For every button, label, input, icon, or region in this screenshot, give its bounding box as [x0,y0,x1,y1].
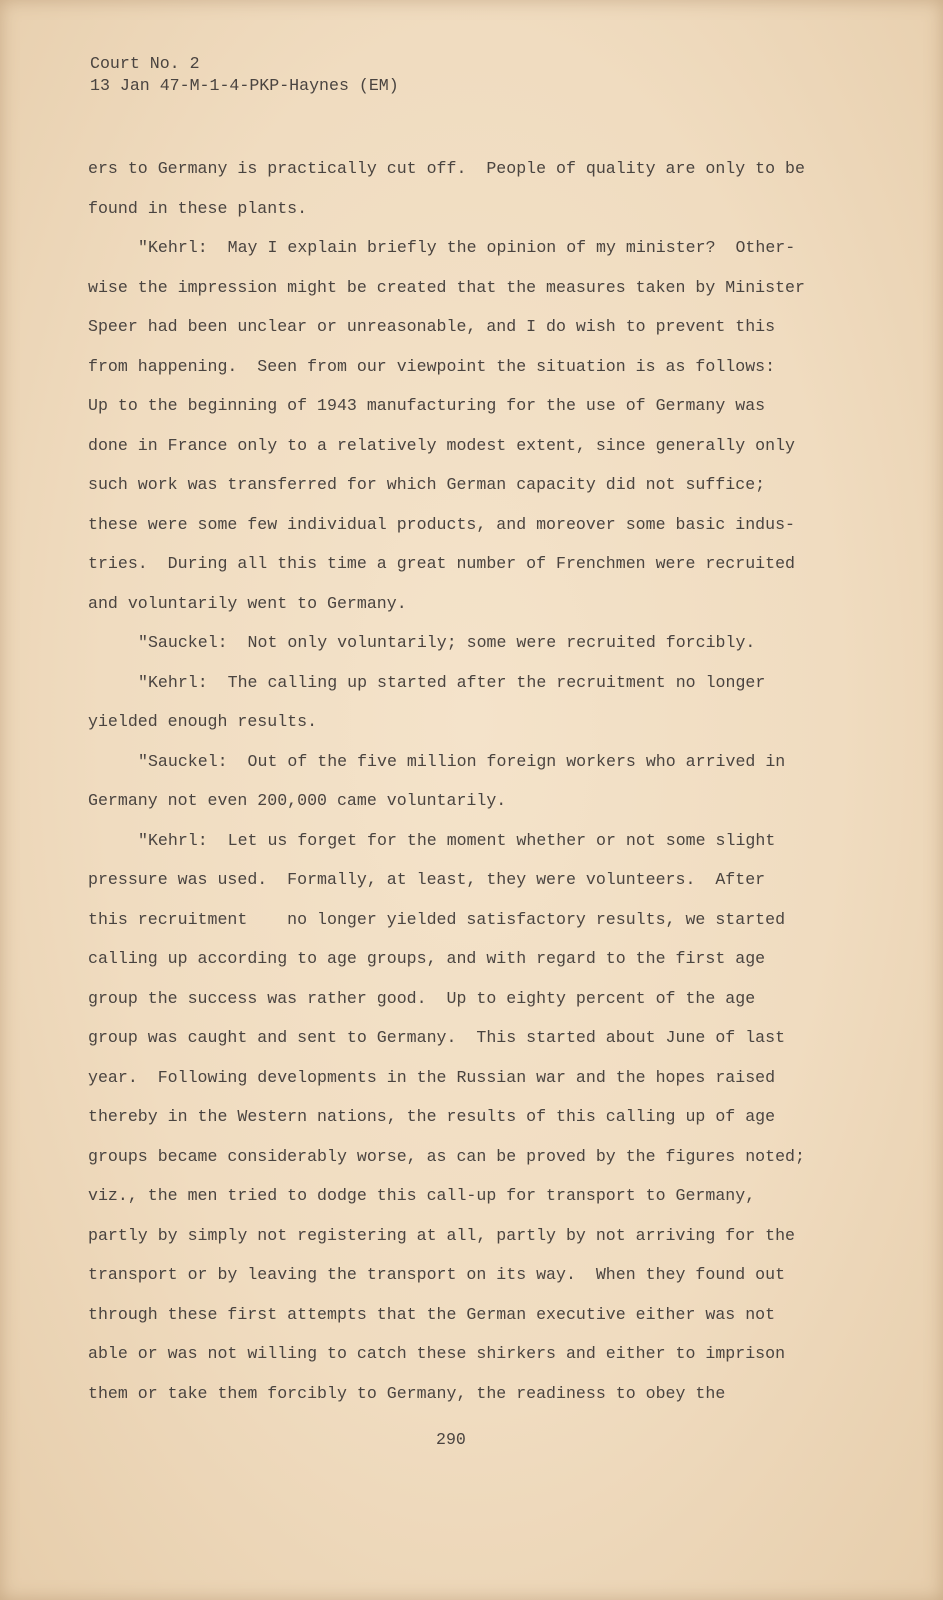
text-line: groups became considerably worse, as can be proved by the figures noted; [88,1146,805,1166]
text-line: from happening. Seen from our viewpoint the situation is as follows: [88,356,776,376]
text-line: done in France only to a relatively modest extent, since generally only [88,435,796,455]
text-line: ers to Germany is practically cut off. People of quality are only to be [88,159,805,178]
text-line: group the success was rather good. Up to eighty percent of the age [88,988,756,1008]
page-number: 290 [436,1430,466,1449]
text-line: calling up according to age groups, and with regard to the first age [88,949,766,968]
text-line: Speer had been unclear or unreasonable, and I do wish to prevent this [88,317,776,336]
text-line: transport or by leaving the transport on its way. When they found out [88,1265,786,1284]
text-line: Up to the beginning of 1943 manufacturing for the use of Germany was [88,396,766,415]
text-line: partly by simply not registering at all, partly by not arriving for the [88,1225,796,1245]
text-line: group was caught and sent to Germany. This started about June of last [88,1028,786,1047]
text-line: tries. During all this time a great number of Frenchmen were recruited [88,554,796,573]
text-line: "Sauckel: Not only voluntarily; some were recruited forcibly. [138,633,756,652]
text-line: and voluntarily went to Germany. [88,593,407,613]
text-line: able or was not willing to catch these shirkers and either to imprison [88,1344,786,1363]
document-reference: 13 Jan 47-M-1-4-PKP-Haynes (EM) [90,76,399,95]
text-line: pressure was used. Formally, at least, they were volunteers. After [88,870,766,889]
text-line: this recruitment no longer yielded satisfactory results, we started [88,909,786,929]
text-line: "Kehrl: The calling up started after the recruitment no longer [138,672,766,692]
text-line: such work was transferred for which German capacity did not suffice; [88,475,766,494]
text-line: "Kehrl: Let us forget for the moment whether or not some slight [138,830,776,850]
text-line: thereby in the Western nations, the results of this calling up of age [88,1107,776,1126]
text-line: these were some few individual products, and moreover some basic indus- [88,514,796,534]
text-line: wise the impression might be created that the measures taken by Minister [88,277,805,297]
text-line: yielded enough results. [88,712,318,731]
text-line: "Sauckel: Out of the five million foreign workers who arrived in [138,751,786,771]
text-line: viz., the men tried to dodge this call-up for transport to Germany, [88,1186,756,1205]
text-line: "Kehrl: May I explain briefly the opinion of my minister? Other- [138,238,796,257]
text-line: found in these plants. [88,198,308,218]
text-line: Germany not even 200,000 came voluntarily. [88,791,507,810]
text-line: them or take them forcibly to Germany, the readiness to obey the [88,1383,726,1403]
text-line: through these first attempts that the German executive either was not [88,1304,776,1324]
court-number: Court No. 2 [90,54,200,73]
text-line: year. Following developments in the Russian war and the hopes raised [88,1067,776,1087]
